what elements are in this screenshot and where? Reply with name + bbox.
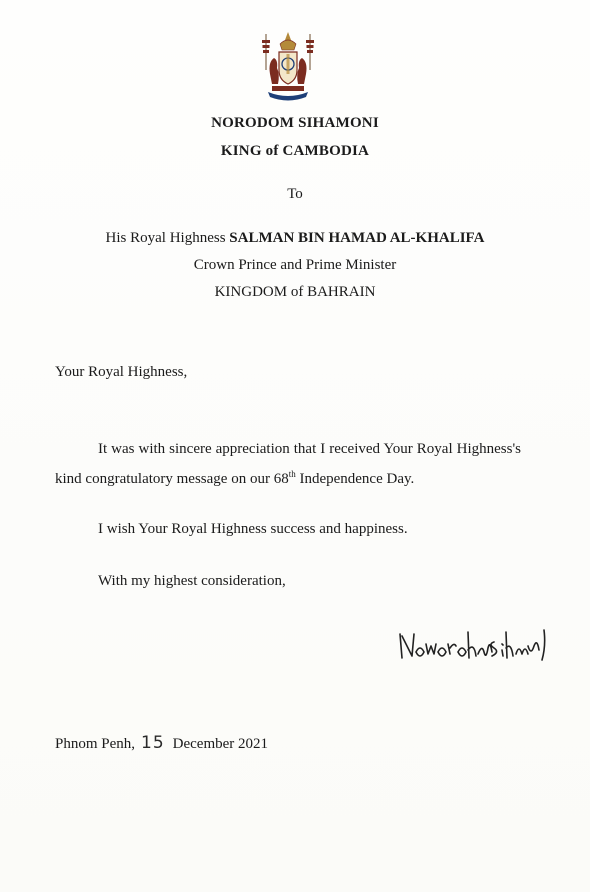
footer-date-line <box>55 733 268 753</box>
closing-line: With my highest consideration, <box>98 573 286 589</box>
salutation: Your Royal Highness, <box>55 364 188 380</box>
footer-day: 15 <box>141 733 165 753</box>
recipient-prefix: His Royal Highness <box>105 230 226 246</box>
footer-place: Phnom Penh, <box>55 736 136 752</box>
handwritten-signature <box>398 628 548 664</box>
sender-title: KING of CAMBODIA <box>220 143 370 159</box>
body-paragraph-1-end: Independence Day. <box>295 471 415 487</box>
body-paragraph-2: I wish Your Royal Highness success and happiness. <box>98 521 408 537</box>
body-paragraph-1 <box>55 434 521 494</box>
recipient-name-line <box>0 230 590 247</box>
footer-month-year: December 2021 <box>172 736 269 752</box>
ordinal-suffix: th <box>288 469 296 479</box>
recipient-country: KINGDOM of BAHRAIN <box>214 284 376 300</box>
recipient-name: SALMAN BIN HAMAD AL-KHALIFA <box>229 230 485 246</box>
recipient-title: Crown Prince and Prime Minister <box>193 257 397 273</box>
sender-name: NORODOM SIHAMONI <box>211 115 379 131</box>
to-label: To <box>287 186 303 202</box>
royal-coat-of-arms-icon <box>258 30 318 102</box>
body-paragraph-1-text: It was with sincere appreciation that I received Your Royal Highness's kind congratulatory message on our 68 <box>55 441 521 487</box>
